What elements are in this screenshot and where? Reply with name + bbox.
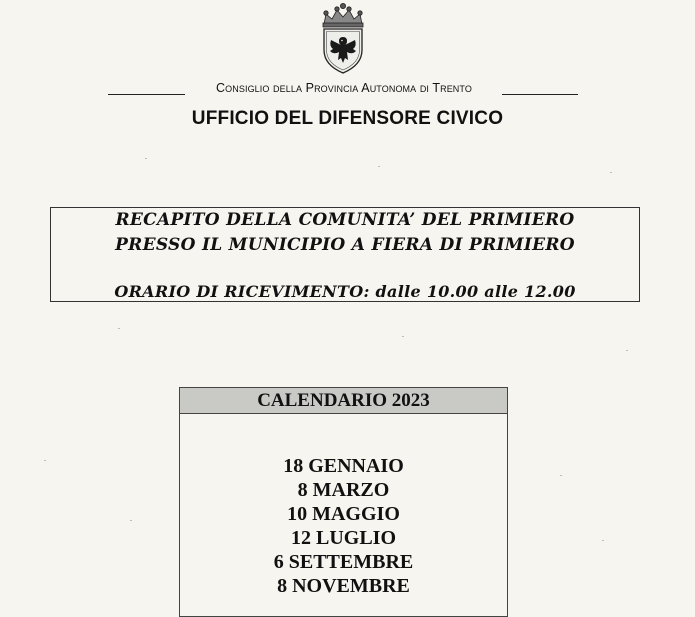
date-item: 12 LUGLIO — [290, 527, 397, 549]
calendar-box — [179, 387, 508, 617]
address-line-1: RECAPITO DELLA COMUNITA’ DEL PRIMIERO — [115, 210, 575, 230]
address-line-2: PRESSO IL MUNICIPIO A FIERA DI PRIMIERO — [115, 235, 575, 255]
header-rule-left — [108, 94, 185, 95]
date-item: 8 NOVEMBRE — [277, 575, 410, 597]
paper-speck — [378, 166, 380, 167]
paper-speck — [560, 475, 562, 476]
date-item: 8 MARZO — [297, 479, 390, 501]
paper-speck — [44, 460, 46, 461]
paper-speck — [610, 172, 612, 173]
paper-speck — [402, 336, 404, 337]
paper-speck — [602, 540, 604, 541]
coat-of-arms-eagle-icon — [318, 2, 368, 74]
calendar-title: CALENDARIO 2023 — [180, 388, 507, 414]
paper-speck — [145, 158, 147, 159]
date-item: 10 MAGGIO — [287, 503, 400, 525]
info-box — [50, 207, 640, 302]
date-list — [180, 454, 507, 598]
paper-speck — [130, 520, 132, 521]
council-name: Consiglio della Provincia Autonoma di Trento — [216, 81, 472, 95]
header-rule-right — [502, 94, 578, 95]
office-hours: ORARIO DI RICEVIMENTO: dalle 10.00 alle 12.00 — [114, 282, 576, 301]
paper-speck — [118, 328, 120, 329]
date-item: 6 SETTEMBRE — [273, 551, 414, 573]
office-title: UFFICIO DEL DIFENSORE CIVICO — [191, 108, 504, 129]
date-item: 18 GENNAIO — [283, 455, 404, 477]
paper-speck — [626, 350, 628, 351]
